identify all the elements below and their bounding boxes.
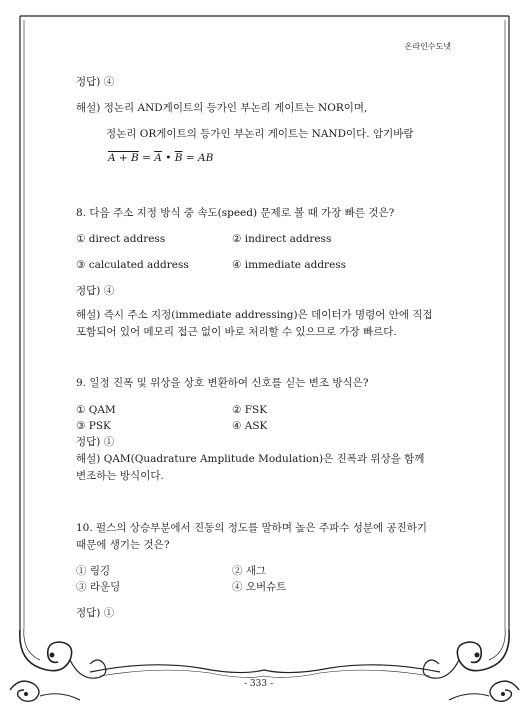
formula-b-bar: $\overline{B}$ <box>174 152 183 164</box>
q9-option-4: ④ ASK <box>232 420 268 432</box>
q10-question-line1: 10. 펄스의 상승부분에서 진동의 정도를 말하며 높은 주파수 성분에 공진하기 <box>76 522 428 534</box>
q9-option-3: ③ PSK <box>76 420 111 432</box>
q8-explanation-line2: 포함되어 있어 메모리 접근 없이 바로 처리할 수 있으므로 가장 빠르다. <box>76 326 397 338</box>
q9-explanation-line1: 해설) QAM(Quadrature Amplitude Modulation)은 진폭과 위상을 함께 <box>76 453 425 465</box>
q9-question: 9. 일정 진폭 및 위상을 상호 변환하여 신호를 싣는 변조 방식은? <box>76 377 369 389</box>
boolean-formula <box>108 152 213 164</box>
page-number: - 333 - <box>244 679 273 689</box>
q9-answer: 정답) ① <box>76 436 115 448</box>
q8-option-3: ③ calculated address <box>76 259 189 271</box>
q7-explanation-line2: 정논리 OR게이트의 등가인 부논리 게이트는 NAND이다. 암기바람 <box>106 128 414 140</box>
q8-option-1: ① direct address <box>76 233 166 245</box>
q9-explanation-line2: 변조하는 방식이다. <box>76 470 164 482</box>
formula-eq1: = <box>142 152 151 164</box>
formula-lhs: A + B <box>108 152 139 164</box>
q10-answer: 정답) ① <box>76 607 115 619</box>
q8-explanation-line1: 해설) 즉시 주소 지정(immediate addressing)은 데이터가 명령어 안에 직접 <box>76 309 433 321</box>
q7-answer: 정답) ④ <box>76 76 115 88</box>
q10-option-1: ① 링깅 <box>76 565 111 577</box>
header-site-name: 온라인수도넷 <box>404 42 451 51</box>
q9-option-2: ② FSK <box>232 404 268 416</box>
q10-question-line2: 때문에 생기는 것은? <box>76 539 170 551</box>
q8-question: 8. 다음 주소 지정 방식 중 속도(speed) 문제로 볼 때 가장 빠른 것은? <box>76 207 395 219</box>
formula-dot: • <box>165 152 172 164</box>
formula-eq2: = <box>185 152 195 164</box>
formula-a-bar: $\overline{A}$ <box>154 152 162 164</box>
q8-option-4: ④ immediate address <box>232 259 347 271</box>
q7-explanation-line1: 해설) 정논리 AND게이트의 등가인 부논리 게이트는 NOR이며, <box>76 102 368 114</box>
q10-option-2: ② 새그 <box>232 565 267 577</box>
q8-answer: 정답) ④ <box>76 285 115 297</box>
q10-option-4: ④ 오버슈트 <box>232 581 287 593</box>
q8-option-2: ② indirect address <box>232 233 332 245</box>
formula-rhs: AB <box>197 152 214 164</box>
q9-option-1: ① QAM <box>76 404 116 416</box>
q10-option-3: ③ 라운딩 <box>76 581 121 593</box>
